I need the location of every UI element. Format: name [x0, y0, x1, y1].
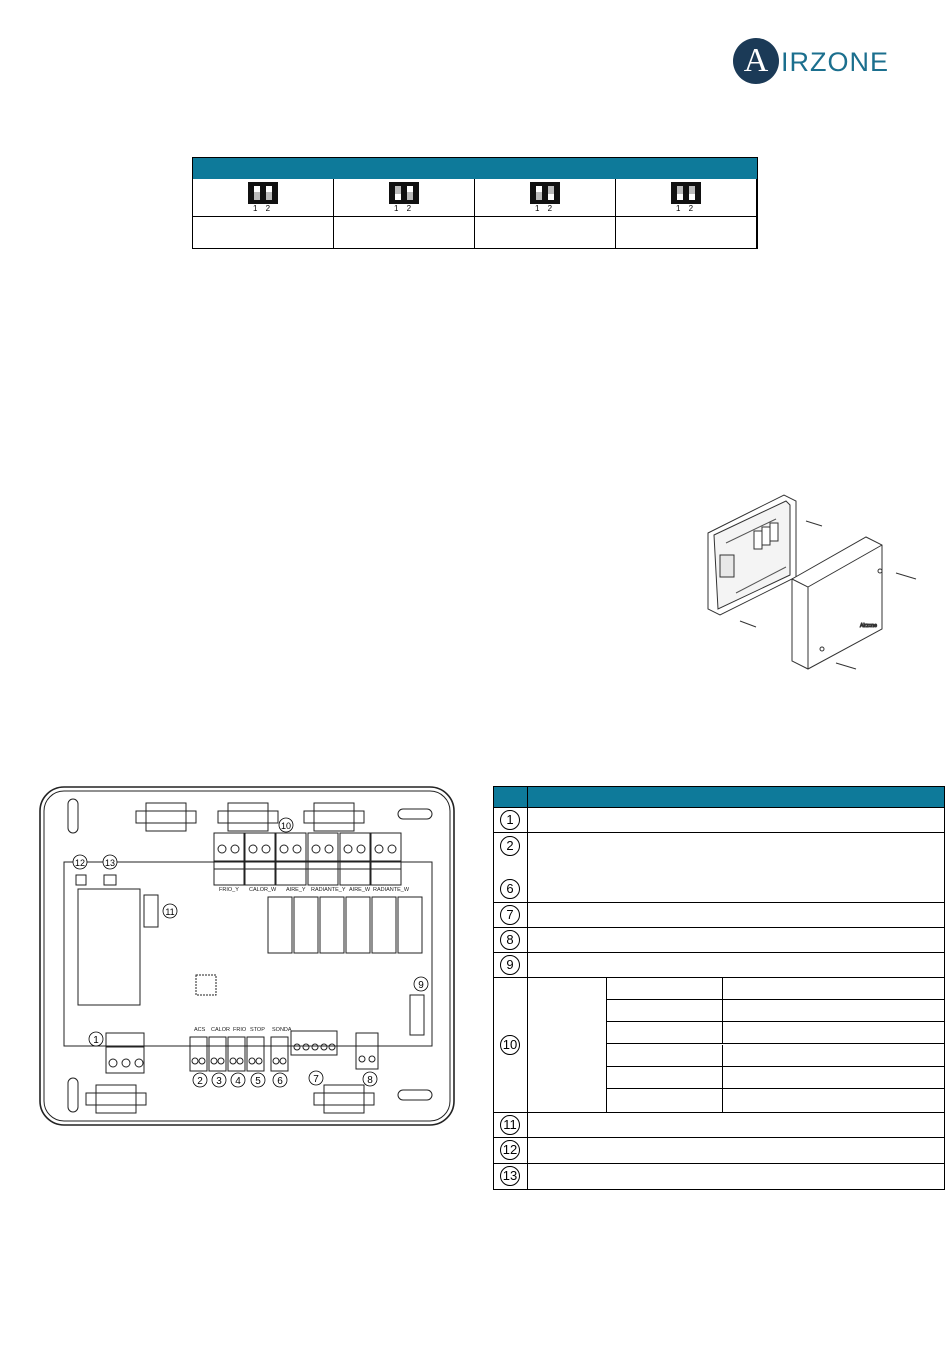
- table-row: [493, 1138, 945, 1164]
- callout: 1: [93, 1035, 99, 1046]
- table-row: [493, 1113, 945, 1138]
- dip-table-header: [193, 158, 757, 179]
- terminal-label: RADIANTE_W: [373, 887, 410, 893]
- callout: 8: [367, 1075, 373, 1086]
- row-number: 8: [500, 930, 520, 950]
- row-number: 1: [500, 810, 520, 830]
- callout: 10: [280, 821, 292, 831]
- svg-text:Airzone: Airzone: [860, 623, 877, 629]
- callout: 11: [165, 907, 175, 917]
- dip-switch-icon: [248, 182, 278, 204]
- row-number: 6: [500, 879, 520, 899]
- row-number: 11: [500, 1115, 520, 1135]
- row-number: 7: [500, 905, 520, 925]
- logo-wordmark: IRZONE: [781, 47, 890, 77]
- dip-numbers: 1 2: [534, 204, 556, 213]
- bottom-label: STOP: [250, 1027, 265, 1033]
- callout: 13: [104, 858, 116, 868]
- row-number: 2: [500, 836, 520, 856]
- callout: 5: [255, 1076, 261, 1087]
- dip-switch-icon: [389, 182, 419, 204]
- dip-switch-table: [192, 157, 758, 249]
- dip-numbers: 1 2: [252, 204, 274, 213]
- table-row: [493, 1164, 945, 1190]
- callout: 12: [74, 858, 86, 868]
- control-board-diagram: [38, 785, 458, 1130]
- dip-column-2: [334, 179, 475, 248]
- row-number: 13: [500, 1166, 520, 1186]
- table-row: [493, 903, 945, 928]
- dip-column-1: [193, 179, 334, 248]
- table-row: [493, 833, 945, 903]
- dip-switch-icon: [530, 182, 560, 204]
- bottom-label: ACS: [194, 1027, 206, 1033]
- bottom-label: CALOR: [211, 1027, 230, 1033]
- table-row: [493, 928, 945, 953]
- callout: 3: [216, 1076, 222, 1087]
- terminal-label: CALOR_W: [249, 887, 277, 893]
- component-table: [493, 786, 945, 1191]
- dip-column-3: [475, 179, 616, 248]
- table-row: [493, 953, 945, 978]
- dip-numbers: 1 2: [393, 204, 415, 213]
- bottom-label: SONDA: [272, 1027, 292, 1033]
- component-table-header: [493, 786, 945, 808]
- callout: 9: [418, 980, 424, 991]
- dip-column-4: [616, 179, 757, 248]
- terminal-label: AIRE_Y: [286, 887, 306, 893]
- dip-switch-icon: [671, 182, 701, 204]
- terminal-label: FRIO_Y: [219, 887, 239, 893]
- callout: 7: [313, 1074, 319, 1085]
- terminal-label: AIRE_W: [349, 887, 371, 893]
- callout: 2: [197, 1076, 203, 1087]
- table-row: [493, 978, 945, 1113]
- callout: 6: [277, 1076, 283, 1087]
- row-number: 12: [500, 1140, 520, 1160]
- bottom-label: FRIO: [233, 1027, 247, 1033]
- row-number: 10: [500, 1035, 520, 1055]
- table-row: [493, 808, 945, 833]
- enclosure-illustration: [696, 493, 946, 693]
- airzone-logo: [733, 38, 923, 86]
- dip-row-separator: [193, 216, 757, 217]
- terminal-label: RADIANTE_Y: [311, 887, 346, 893]
- callout: 4: [235, 1076, 241, 1087]
- row-number: 9: [500, 955, 520, 975]
- logo-mark: A: [733, 38, 779, 84]
- dip-numbers: 1 2: [675, 204, 697, 213]
